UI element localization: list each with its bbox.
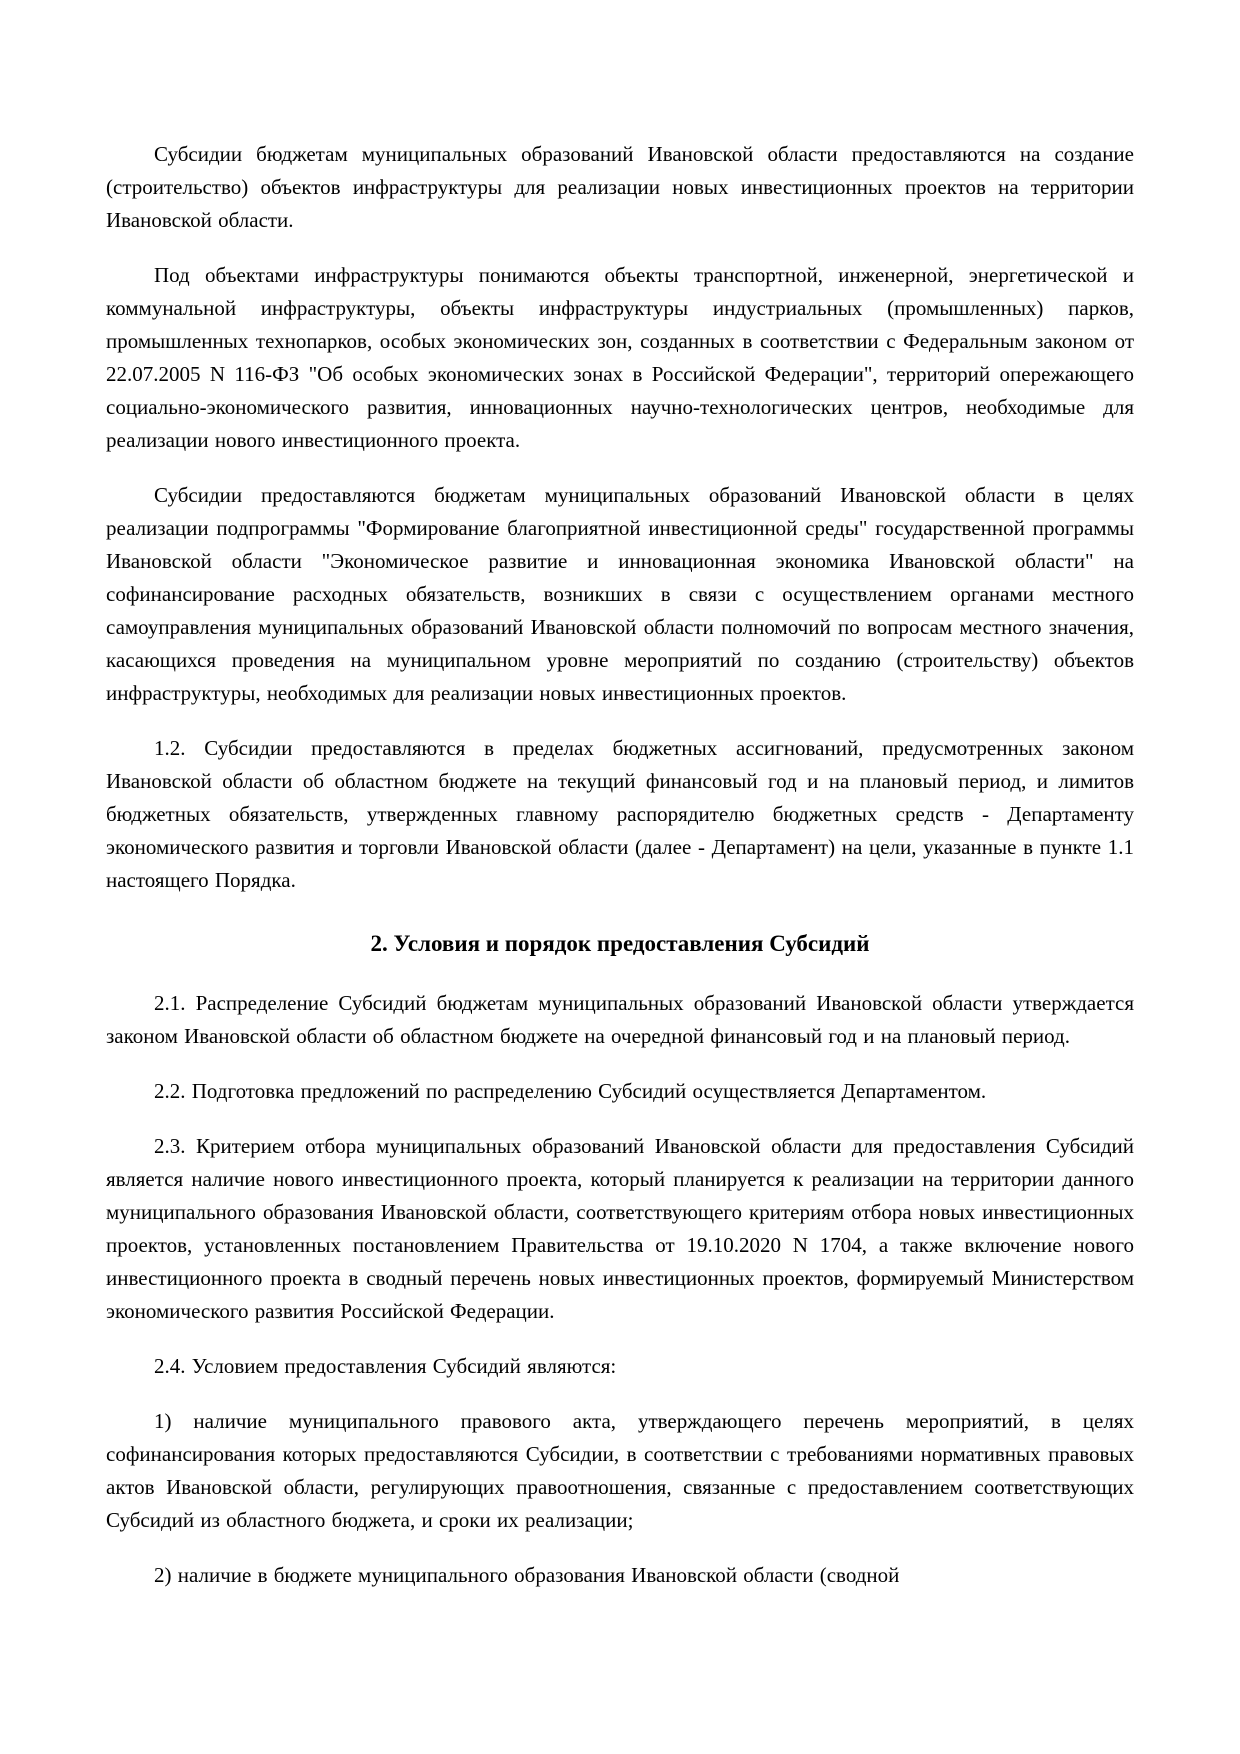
section-heading: 2. Условия и порядок предоставления Субсидий xyxy=(370,931,870,956)
paragraph: Субсидии предоставляются бюджетам муниципальных образований Ивановской области в целях реализации подпрограммы "Формирование благоприятной инвестиционной среды" государственной программы Ивановской области "Экономическое развитие и инновационная экономика Ивановской области" на софинансирование расходных обязательств, возникших в связи с осуществлением органами местного самоуправления муниципальных образований Ивановской области полномочий по вопросам местного значения, касающихся проведения на муниципальном уровне мероприятий по созданию (строительству) объектов инфраструктуры, необходимых для реализации новых инвестиционных проектов. xyxy=(106,483,1134,705)
paragraph: 2) наличие в бюджете муниципального образования Ивановской области (сводной xyxy=(154,1563,900,1587)
paragraph: Под объектами инфраструктуры понимаются объекты транспортной, инженерной, энергетической и коммунальной инфраструктуры, объекты инфраструктуры индустриальных (промышленных) парков, промышленных технопарков, особых экономических зон, созданных в соответствии с Федеральным законом от 22.07.2005 N 116-ФЗ "Об особых экономических зонах в Российской Федерации", территорий опережающего социально-экономического развития, инновационных научно-технологических центров, необходимые для реализации нового инвестиционного проекта. xyxy=(106,263,1134,452)
paragraph: 2.4. Условием предоставления Субсидий являются: xyxy=(154,1354,617,1378)
paragraph: 1) наличие муниципального правового акта, утверждающего перечень мероприятий, в целях софинансирования которых предоставляются Субсидии, в соответствии с требованиями нормативных правовых актов Ивановской области, регулирующих правоотношения, связанные с предоставлением соответствующих Субсидий из областного бюджета, и сроки их реализации; xyxy=(106,1409,1134,1532)
paragraph: 2.3. Критерием отбора муниципальных образований Ивановской области для предоставления Субсидий является наличие нового инвестиционного проекта, который планируется к реализации на территории данного муниципального образования Ивановской области, соответствующего критериям отбора новых инвестиционных проектов, установленных постановлением Правительства от 19.10.2020 N 1704, а также включение нового инвестиционного проекта в сводный перечень новых инвестиционных проектов, формируемый Министерством экономического развития Российской Федерации. xyxy=(106,1134,1134,1323)
paragraph: Субсидии бюджетам муниципальных образований Ивановской области предоставляются на создание (строительство) объектов инфраструктуры для реализации новых инвестиционных проектов на территории Ивановской области. xyxy=(106,142,1134,232)
paragraph: 2.2. Подготовка предложений по распределению Субсидий осуществляется Департаментом. xyxy=(154,1079,987,1103)
paragraph: 2.1. Распределение Субсидий бюджетам муниципальных образований Ивановской области утверждается законом Ивановской области об областном бюджете на очередной финансовый год и на плановый период. xyxy=(106,991,1134,1048)
paragraph: 1.2. Субсидии предоставляются в пределах бюджетных ассигнований, предусмотренных законом Ивановской области об областном бюджете на текущий финансовый год и на плановый период, и лимитов бюджетных обязательств, утвержденных главному распорядителю бюджетных средств - Департаменту экономического развития и торговли Ивановской области (далее - Департамент) на цели, указанные в пункте 1.1 настоящего Порядка. xyxy=(106,736,1134,892)
